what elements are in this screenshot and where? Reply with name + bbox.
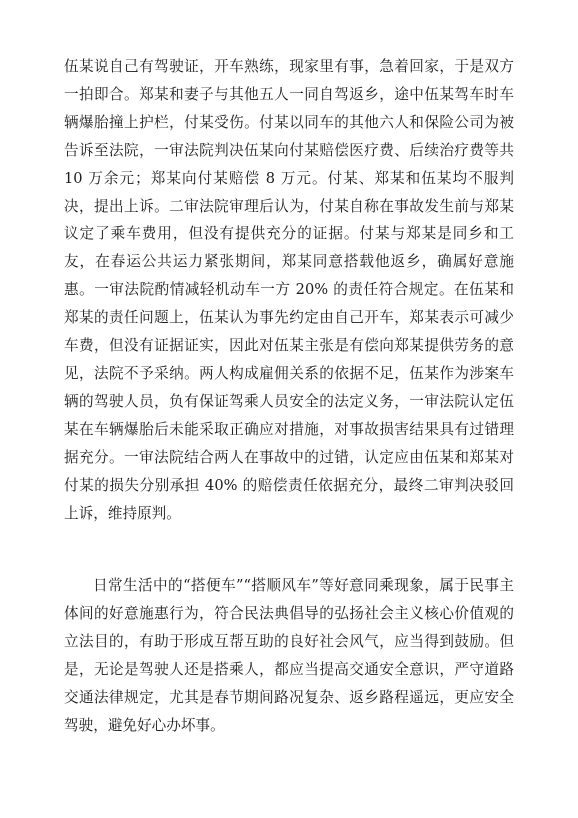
paragraph-case-ruling: 伍某说自己有驾驶证，开车熟练，现家里有事，急着回家，于是双方一拍即合。郑某和妻子与其他五人一同自驾返乡，途中伍某驾车时车辆爆胎撞上护栏，付某受伤。付某以同车的其他六人和保险公司为被告诉至法院，一审法院判决伍某向付某赔偿医疗费、后续治疗费等共 10 万余元；郑某向付某赔偿 8 万元。付某、郑某和伍某均不服判决，提出上诉。二审法院审理后认为，付某自称在事故发生前与郑某议定了乘车费用，但没有提供充分的证据。付某与郑某是同乡和工友，在春运公共运力紧张期间，郑某同意搭载他返乡，确属好意施惠。一审法院酌情减轻机动车一方 20% 的责任符合规定。在伍某和郑某的责任问题上，伍某认为事先约定由自己开车，郑某表示可减少车费，但没有证据证实，因此对伍某主张是有偿向郑某提供劳务的意见，法院不予采纳。两人构成雇佣关系的依据不足，伍某作为涉案车辆的驾驶人员，负有保证驾乘人员安全的法定义务，一审法院认定伍某在车辆爆胎后未能采取正确应对措施，对事故损害结果具有过错理据充分。一审法院结合两人在事故中的过错，认定应由伍某和郑某对付某的损失分别承担 40% 的赔偿责任依据充分，最终二审判决驳回上诉，维持原判。: [64, 58, 514, 522]
paragraph-commentary: 日常生活中的“搭便车”“搭顺风车”等好意同乘现象，属于民事主体间的好意施惠行为，符合民法典倡导的弘扬社会主义核心价值观的立法目的，有助于形成互帮互助的良好社会风气，应当得到鼓励。但是，无论是驾驶人还是搭乘人，都应当提高交通安全意识，严守道路交通法律规定，尤其是春节期间路况复杂、返乡路程遥远，更应安全驾驶，避免好心办坏事。: [64, 577, 514, 734]
